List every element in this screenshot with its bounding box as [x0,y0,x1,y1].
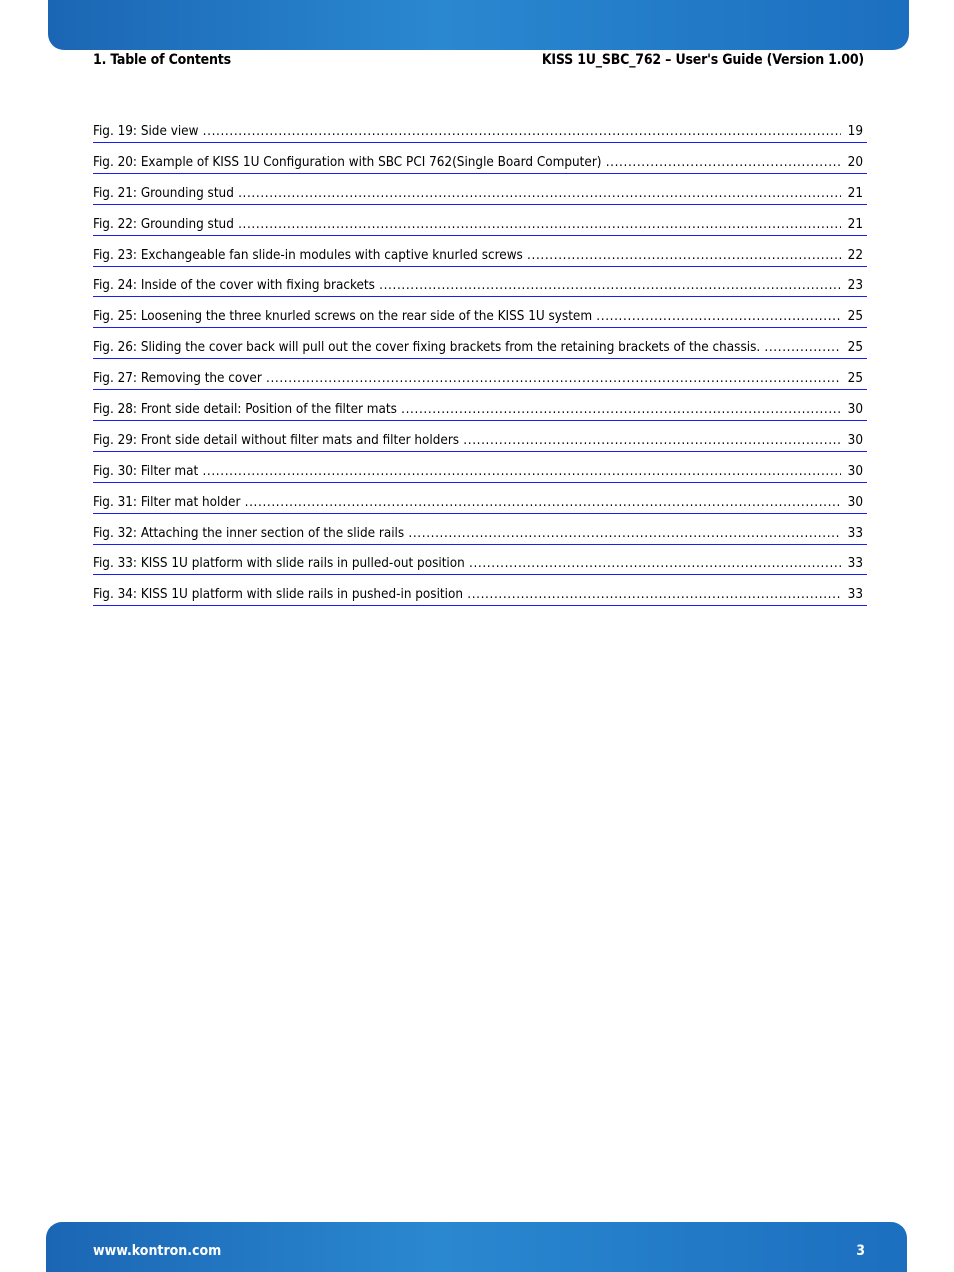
toc-entry-page: 22 [846,246,863,266]
toc-entry-page: 30 [846,493,863,513]
toc-entry[interactable] [93,153,867,174]
toc-entry[interactable] [93,554,867,575]
toc-entry[interactable] [93,400,867,421]
toc-entry[interactable] [93,493,867,514]
toc-entry[interactable] [93,246,867,267]
toc-entry-page: 25 [846,338,863,358]
toc-entry-page: 30 [846,462,863,482]
toc-entry-title: Fig. 31: Filter mat holder [93,494,241,510]
toc-entry-title: Fig. 30: Filter mat [93,463,199,479]
section-title: 1. Table of Contents [93,52,231,68]
toc-entry-title: Fig. 20: Example of KISS 1U Configuration with SBC PCI 762(Single Board Computer) [93,154,602,170]
toc-entry-title: Fig. 28: Front side detail: Position of the filter mats [93,402,397,418]
toc-entry[interactable] [93,276,867,297]
page-header [93,52,864,70]
toc-entry-page: 33 [846,554,863,574]
toc-entry[interactable] [93,338,867,359]
toc-entry[interactable] [93,307,867,328]
toc-entry-title: Fig. 24: Inside of the cover with fixing brackets [93,278,375,294]
toc-entry-title: Fig. 22: Grounding stud [93,216,234,232]
toc-entry-page: 25 [846,369,863,389]
toc-entry-title: Fig. 33: KISS 1U platform with slide rails in pulled-out position [93,556,465,572]
toc-entry-title: Fig. 29: Front side detail without filter mats and filter holders [93,432,460,448]
toc-entry[interactable] [93,462,867,483]
toc-entry-title: Fig. 32: Attaching the inner section of the slide rails [93,525,405,541]
toc-entry-title: Fig. 19: Side view [93,124,199,139]
toc-entry-page: 20 [846,153,863,173]
toc-entry-page: 30 [846,431,863,451]
toc-entry-page: 23 [846,276,863,296]
toc-entry-page: 33 [846,524,863,544]
toc-entry[interactable] [93,585,867,606]
footer-banner [46,1222,907,1272]
toc-entry[interactable] [93,215,867,236]
toc-entry-page: 21 [846,184,863,204]
toc-entry-title: Fig. 25: Loosening the three knurled screws on the rear side of the KISS 1U system [93,309,593,325]
table-of-figures [93,122,867,616]
top-banner [48,0,909,50]
toc-entry[interactable] [93,184,867,205]
footer-url[interactable]: www.kontron.com [93,1243,222,1259]
footer-page-number: 3 [856,1243,865,1259]
toc-entry-page: 33 [846,585,863,605]
toc-entry[interactable] [93,431,867,452]
document-title: KISS 1U_SBC_762 – User's Guide (Version 1.00) [541,52,864,68]
toc-entry-page: 21 [846,215,863,235]
toc-entry-title: Fig. 27: Removing the cover [93,371,262,387]
toc-entry-title: Fig. 26: Sliding the cover back will pull out the cover fixing brackets from the retaining brackets of the chassis. [93,340,761,356]
toc-entry-page: 30 [846,400,863,420]
toc-entry-title: Fig. 21: Grounding stud [93,185,234,201]
toc-entry-title: Fig. 23: Exchangeable fan slide-in modules with captive knurled screws [93,247,523,263]
toc-entry[interactable] [93,369,867,390]
toc-entry-page: 19 [846,122,863,142]
toc-entry[interactable] [93,524,867,545]
toc-entry-title: Fig. 34: KISS 1U platform with slide rails in pushed-in position [93,587,464,603]
toc-entry[interactable] [93,122,867,143]
toc-entry-page: 25 [846,307,863,327]
